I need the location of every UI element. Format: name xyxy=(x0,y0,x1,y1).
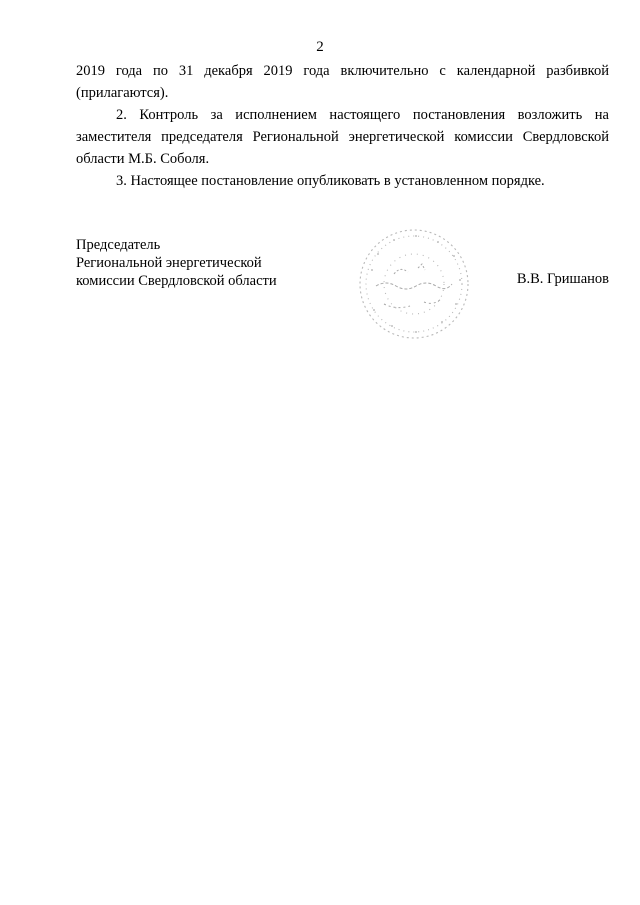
paragraph-continuation: 2019 года по 31 декабря 2019 года включительно с календарной разбивкой (прилагаются). xyxy=(76,63,609,101)
page-number: 2 xyxy=(316,39,324,55)
paragraph-control: 2. Контроль за исполнением настоящего постановления возложить на заместителя председателя Региональной энергетической комиссии Свердловской области М.Б. Соболя. xyxy=(76,107,609,167)
paragraph-publication: 3. Настоящее постановление опубликовать в установленном порядке. xyxy=(116,173,545,189)
signature-block xyxy=(76,236,609,346)
signatory-title-line: комиссии Свердловской области xyxy=(76,273,277,289)
body-text xyxy=(76,60,609,192)
signatory-title-line: Региональной энергетической xyxy=(76,255,262,271)
signatory-title xyxy=(76,236,277,290)
signatory-title-line: Председатель xyxy=(76,237,161,253)
official-seal-stamp xyxy=(354,224,474,344)
signatory-name: В.В. Гришанов xyxy=(516,271,609,287)
